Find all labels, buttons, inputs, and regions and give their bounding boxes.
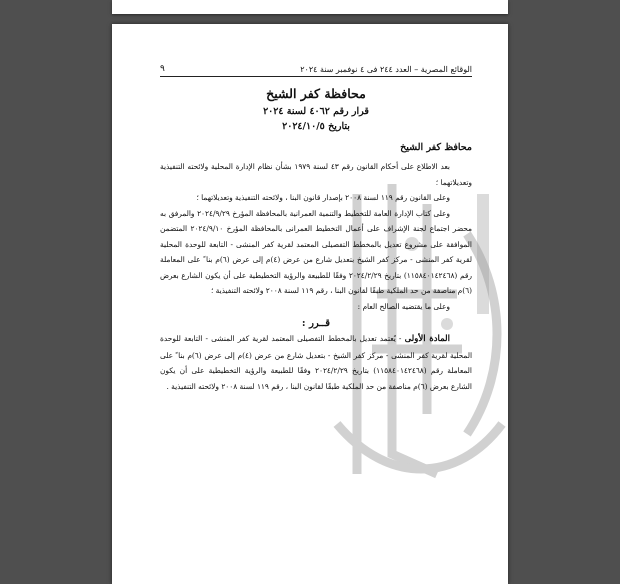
preamble-paragraph: وعلى القانون رقم ١١٩ لسنة ٢٠٠٨ بإصدار قانون البنا ، ولائحته التنفيذية وتعديلاتهما ؛ (196, 193, 450, 202)
page-number: ٩ (160, 64, 165, 74)
decree-date: بتاريخ ٢٠٢٤/١٠/٥ (282, 121, 350, 132)
preamble-paragraph: وعلى ما يقتضيه الصالح العام : (357, 301, 450, 311)
article-title: المادة الأولى (404, 334, 450, 344)
article-first (160, 331, 472, 394)
decree-number: قرار رقم ٤٠٦٢ لسنة ٢٠٢٤ (263, 106, 369, 117)
previous-page-edge (112, 0, 508, 14)
issuer-heading: محافظ كفر الشيخ (400, 142, 472, 153)
running-title: الوقائع المصرية – العدد ٢٤٤ فى ٤ نوفمبر سنة ٢٠٢٤ (300, 64, 472, 74)
preamble-paragraph: وعلى كتاب الإدارة العامة للتخطيط والتنمية العمرانية بالمحافظة المؤرخ ٢٠٢٤/٩/٢٩ والمرفق به محضر اجتماع لجنة الإشراف على أعمال التخطيط العمرانى بالمحافظة المؤرخ ٢٠٢٤/٩/١٠ المتضمن الموافقة على مشروع تعديل بالمخطط التفصيلى المعتمد لقرية كفر المنشى - التابعة للوحدة المحلية لقرية كفر المنشى - مركز كفر الشيخ بتعديل شارع من عرض (٤)م إلى عرض (٦)م بنا ً على المعاملة رقم (١١٥٨٤٠١٤٢٤٦٨) بتاريخ ٢٠٢٤/٢/٢٩ وفقًا للطبيعة والرؤية التخطيطية على أن يكون الشارع بعرض (٦)م مناصفة من حد الملكية طبقًا لقانون البنا ، رقم ١١٩ لسنة ٢٠٠٨ ولائحته التنفيذية ؛ (160, 208, 473, 295)
document-page (112, 24, 508, 584)
decides-heading: قــرر : (301, 318, 331, 329)
preamble-paragraph: بعد الاطلاع على أحكام القانون رقم ٤٣ لسنة ١٩٧٩ بشأن نظام الإدارة المحلية ولائحته التنفيذية وتعديلاتهما ؛ (160, 162, 472, 187)
governorate-title: محافظة كفر الشيخ (266, 86, 366, 101)
running-header (160, 64, 472, 77)
document-content (160, 64, 472, 394)
article-text: - يُعتمد تعديل بالمخطط التفصيلى المعتمد لقرية كفر المنشى - التابعة للوحدة المحلية لقرية كفر المنشى - مركز كفر الشيخ - بتعديل شارع من عرض (٤)م إلى عرض (٦)م بنا ً على المعاملة رقم (١١٥٨٤٠١٤٢٤٦٨) بتاريخ ٢٠٢٤/٢/٢٩ وفقًا للطبيعة والرؤية التخطيطية على أن يكون الشارع بعرض (٦)م مناصفة من حد الملكية طبقًا لقانون البنا ، رقم ١١٩ لسنة ٢٠٠٨ ولائحته التنفيذية . (160, 334, 472, 391)
